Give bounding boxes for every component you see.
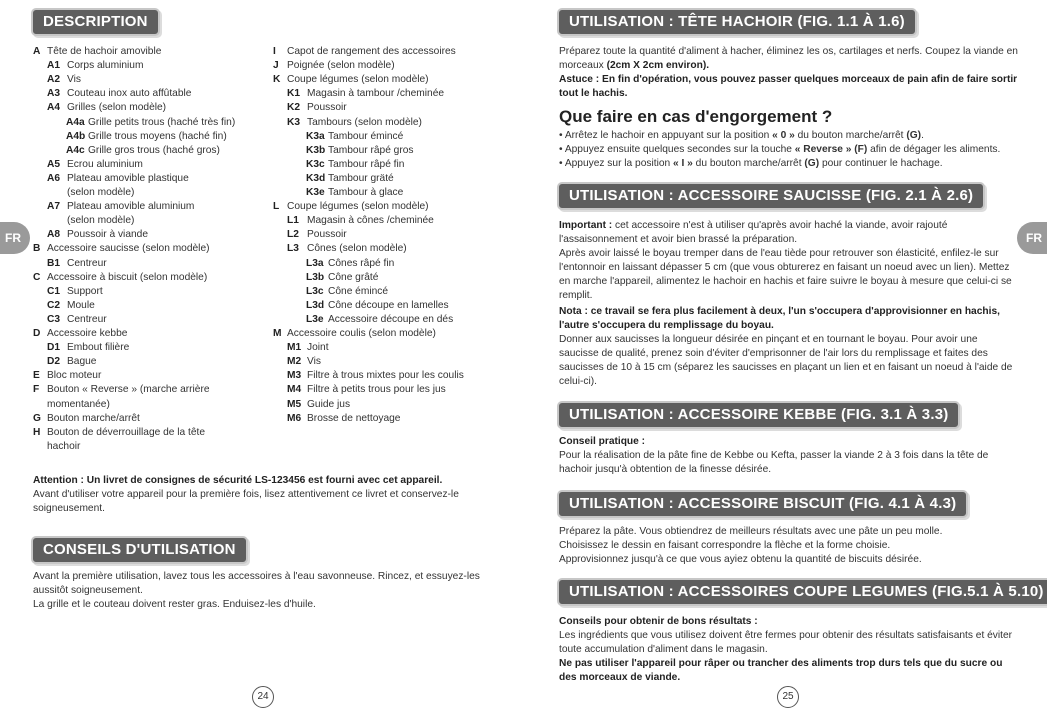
description-item	[306, 271, 378, 285]
item-code: L3c	[306, 285, 324, 297]
item-text: Poussoir	[307, 229, 347, 241]
saucisse-text: Après avoir laissé le boyau tremper dans de l'eau tiède pour retrouver son élasticité, enfilez-le sur l'entonnoir en laissant dépasser 5 cm (que vous obturerez en faisant un noeud avec un lien). Mettez en marche l'appareil, alimentez le hachoir en hachis et faire suivre le boyau à mesure que celui-ci se remplit.	[559, 248, 1012, 301]
coupe-legumes-conseils-label: Conseils pour obtenir de bons résultats :	[559, 616, 758, 627]
section-header-tete-hachoir: UTILISATION : TÊTE HACHOIR (FIG. 1.1 À 1.6)	[557, 8, 917, 36]
description-item	[287, 341, 329, 355]
item-code: A4b	[66, 130, 86, 142]
item-code: M2	[287, 356, 302, 368]
bullet-segment: (G)	[906, 130, 922, 141]
description-item	[273, 59, 395, 73]
description-item	[47, 228, 148, 242]
item-text: Cône découpe en lamelles	[328, 299, 449, 311]
biscuit-line-3: Approvisionnez jusqu'à ce que vous ayiez obtenu la quantité de biscuits désirée.	[559, 554, 922, 565]
item-code: K2	[287, 102, 301, 114]
section-header-coupe-legumes: UTILISATION : ACCESSOIRES COUPE LEGUMES (FIG.5.1 À 5.10)	[557, 578, 1047, 606]
description-item	[47, 200, 194, 214]
item-text: Plateau amovible aluminium	[67, 201, 195, 213]
section-header-kebbe: UTILISATION : ACCESSOIRE KEBBE (FIG. 3.1 À 3.3)	[557, 401, 960, 429]
description-item	[47, 285, 103, 299]
item-code: B	[33, 243, 41, 255]
item-code: D1	[47, 342, 61, 354]
description-item	[47, 341, 129, 355]
engorgement-item	[559, 157, 943, 171]
item-code: L3a	[306, 257, 324, 269]
description-item	[47, 355, 96, 369]
description-item	[47, 313, 107, 327]
description-item	[273, 200, 429, 214]
item-text: Magasin à cônes /cheminée	[307, 215, 434, 227]
item-code: A6	[47, 172, 61, 184]
item-code: J	[273, 60, 279, 72]
item-text: Filtre à petits trous pour les jus	[307, 384, 446, 396]
item-text: Capot de rangement des accessoires	[287, 46, 456, 57]
item-code: A5	[47, 158, 61, 170]
description-item	[66, 116, 235, 130]
item-text: Centreur	[67, 257, 107, 269]
description-item	[33, 440, 80, 454]
item-code: C3	[47, 313, 61, 325]
astuce-text: Astuce : En fin d'opération, vous pouvez passer quelques morceaux de pain afin de faire sortir tout le hachis.	[559, 74, 1018, 99]
conseils-header: CONSEILS D'UTILISATION	[31, 536, 248, 564]
item-text: Bouton de déverrouillage de la tête	[47, 426, 206, 438]
item-code: L3	[287, 243, 299, 255]
description-item	[306, 186, 403, 200]
item-text: (selon modèle)	[67, 215, 135, 227]
description-item	[33, 271, 207, 285]
bullet-segment: (G)	[804, 158, 820, 169]
item-text: Accessoire coulis (selon modèle)	[287, 328, 436, 339]
item-text: Grille gros trous (haché gros)	[88, 144, 220, 156]
language-tab-left: FR	[0, 222, 30, 254]
description-item	[33, 327, 127, 341]
item-code: K3a	[306, 130, 325, 142]
item-code: A2	[47, 74, 61, 86]
saucisse-important: Important : cet accessoire n'est à utiliser qu'après avoir haché la viande, avoir rajouté l'assaisonnement et avoir bien brassé la préparation.	[559, 220, 948, 245]
item-code: M	[273, 328, 282, 339]
description-item	[47, 186, 134, 200]
description-item	[47, 101, 166, 115]
description-item	[287, 369, 464, 383]
description-item	[47, 158, 143, 172]
item-text: Tête de hachoir amovible	[47, 46, 162, 57]
description-item	[47, 214, 134, 228]
description-item	[273, 73, 429, 87]
item-text: Corps aluminium	[67, 60, 144, 72]
description-item	[33, 398, 110, 412]
item-text: Plateau amovible plastique	[67, 172, 189, 184]
item-text: Grille petits trous (haché très fin)	[88, 116, 236, 128]
item-code: M3	[287, 370, 302, 382]
item-text: Vis	[67, 74, 81, 86]
item-text: Bague	[67, 356, 97, 368]
item-text: Grilles (selon modèle)	[67, 102, 167, 114]
kebbe-text: Pour la réalisation de la pâte fine de Kebbe ou Kefta, passer la viande 2 à 3 fois dans la tête de hachoir jusqu'à obtention de la finesse désirée.	[559, 450, 989, 475]
description-item	[306, 130, 403, 144]
item-text: Guide jus	[307, 398, 351, 410]
item-text: Poussoir	[307, 102, 347, 114]
description-item	[47, 73, 81, 87]
item-text: Bouton « Reverse » (marche arrière	[47, 384, 210, 396]
description-item	[306, 257, 394, 271]
description-item	[33, 369, 101, 383]
tete-hachoir-text: Préparez toute la quantité d'aliment à hacher, éliminez les os, cartilages et nerfs. Coupez la viande en morceaux (2cm X 2cm environ).	[559, 46, 1018, 71]
item-text: Moule	[67, 299, 95, 311]
item-code: G	[33, 412, 41, 424]
item-text: Coupe légumes (selon modèle)	[287, 74, 429, 86]
section-header-biscuit: UTILISATION : ACCESSOIRE BISCUIT (FIG. 4.1 À 4.3)	[557, 490, 968, 518]
item-code: I	[273, 46, 276, 57]
item-code: K3d	[306, 172, 326, 184]
right-page	[523, 0, 1047, 709]
description-item	[287, 398, 350, 412]
description-item	[287, 214, 434, 228]
attention-notice: Attention : Un livret de consignes de sécurité LS-123456 est fourni avec cet appareil.	[33, 475, 443, 486]
description-item	[287, 116, 422, 130]
bullet-segment: • Appuyez ensuite quelques secondes sur la touche	[559, 144, 795, 155]
item-code: C	[33, 271, 41, 283]
item-text: hachoir	[47, 440, 81, 452]
conseils-text-2: La grille et le couteau doivent rester gras. Enduisez-les d'huile.	[33, 599, 316, 610]
description-item	[33, 412, 140, 426]
item-text: Tambour à glace	[328, 187, 404, 198]
description-item	[287, 412, 400, 426]
item-code: E	[33, 370, 40, 382]
item-text: Accessoire découpe en dés	[328, 313, 454, 325]
description-item	[306, 172, 394, 186]
item-text: Grille trous moyens (haché fin)	[88, 130, 227, 142]
item-text: momentanée)	[47, 398, 110, 410]
item-code: M6	[287, 412, 302, 424]
item-text: Accessoire à biscuit (selon modèle)	[47, 271, 208, 283]
saucisse-nota: Nota : ce travail se fera plus facilement à deux, l'un s'occupera d'approvisionner en hachis, l'autre s'occupera du remplissage du boyau.	[559, 306, 1000, 331]
item-code: A3	[47, 88, 61, 100]
section-header-saucisse: UTILISATION : ACCESSOIRE SAUCISSE (FIG. 2.1 À 2.6)	[557, 182, 985, 210]
description-item	[33, 383, 210, 397]
biscuit-line-2: Choisissez le dessin en faisant correspondre la flèche et la forme choisie.	[559, 540, 891, 551]
description-item	[306, 299, 449, 313]
description-item	[47, 257, 107, 271]
item-code: A4a	[66, 116, 85, 128]
page-number-left: 24	[252, 686, 274, 708]
coupe-legumes-warning: Ne pas utiliser l'appareil pour râper ou trancher des aliments trop durs tels que du sucre ou des morceaux de viande.	[559, 658, 1003, 683]
description-item	[287, 242, 407, 256]
page-number-right: 25	[777, 686, 799, 708]
item-text: Poignée (selon modèle)	[287, 60, 395, 72]
engorgement-title: Que faire en cas d'engorgement ?	[559, 107, 833, 126]
item-code: D	[33, 328, 41, 339]
saucisse-text-2: Donner aux saucisses la longueur désirée en pinçant et en tournant le boyau. Pour avoir une saucisse de qualité, prenez soin d'éviter d'emprisonner de l'air lors du remplissage et faites des saucisses de 10 à 15 cm (séparez les saucisses en plaçant un lien et en faisant un noeud à l'aide de celui-ci).	[559, 334, 1013, 387]
item-text: Bloc moteur	[47, 370, 102, 382]
bullet-segment: du bouton marche/arrêt	[692, 158, 805, 169]
item-code: B1	[47, 257, 61, 269]
item-text: Tambour gräté	[328, 172, 394, 184]
item-text: Cônes râpé fin	[328, 257, 395, 269]
item-text: Cône grâté	[328, 271, 379, 283]
left-page	[0, 0, 523, 709]
description-item	[47, 299, 95, 313]
bullet-segment: .	[921, 130, 924, 141]
item-code: A8	[47, 229, 61, 241]
description-item	[306, 158, 404, 172]
description-item	[306, 285, 388, 299]
item-text: Accessoire kebbe	[47, 328, 128, 339]
item-text: Coupe légumes (selon modèle)	[287, 201, 429, 213]
bullet-segment: « 0 »	[772, 130, 795, 141]
item-code: L3e	[306, 313, 324, 325]
item-code: L3b	[306, 271, 325, 283]
engorgement-item	[559, 143, 1000, 157]
description-header: DESCRIPTION	[31, 8, 160, 36]
item-text: Support	[67, 285, 103, 297]
item-code: C1	[47, 285, 61, 297]
bullet-segment: du bouton marche/arrêt	[794, 130, 907, 141]
description-item	[47, 172, 189, 186]
item-code: M4	[287, 384, 302, 396]
item-code: K3c	[306, 158, 325, 170]
description-item	[287, 228, 347, 242]
description-item	[47, 87, 191, 101]
description-item	[287, 355, 321, 369]
item-code: A1	[47, 60, 61, 72]
item-code: K3b	[306, 144, 326, 156]
item-text: Centreur	[67, 313, 107, 325]
description-item	[47, 59, 143, 73]
description-item	[33, 426, 205, 440]
description-item	[287, 383, 446, 397]
description-item	[33, 242, 210, 256]
item-text: Bouton marche/arrêt	[47, 412, 140, 424]
bullet-segment: • Appuyez sur la position	[559, 158, 673, 169]
description-item	[287, 87, 444, 101]
coupe-legumes-text: Les ingrédients que vous utilisez doivent être fermes pour obtenir des résultats satisfaisants et éviter toute accumulation d'aliment dans le magasin.	[559, 630, 1013, 655]
item-text: Tambour râpé fin	[328, 158, 405, 170]
description-item	[273, 327, 436, 341]
description-item	[287, 101, 347, 115]
item-text: Tambour râpé gros	[328, 144, 414, 156]
conseils-text-1: Avant la première utilisation, lavez tous les accessoires à l'eau savonneuse. Rincez, et essuyez-les aussitôt soigneusement.	[33, 571, 480, 596]
description-item	[66, 130, 227, 144]
description-item	[273, 45, 456, 59]
item-text: Brosse de nettoyage	[307, 412, 401, 424]
bullet-segment: « I »	[673, 158, 693, 169]
bullet-segment: • Arrêtez le hachoir en appuyant sur la position	[559, 130, 773, 141]
engorgement-item	[559, 129, 924, 143]
item-code: K3	[287, 116, 301, 128]
item-code: L3d	[306, 299, 325, 311]
item-text: Cônes (selon modèle)	[307, 243, 407, 255]
item-code: A	[33, 46, 41, 57]
item-text: Tambour émincé	[328, 130, 404, 142]
item-text: Poussoir à viande	[67, 229, 148, 241]
item-text: Couteau inox auto affûtable	[67, 88, 192, 100]
item-code: C2	[47, 299, 61, 311]
language-tab-right: FR	[1017, 222, 1047, 254]
item-code: K3e	[306, 187, 325, 198]
description-item	[33, 45, 161, 59]
kebbe-conseil-label: Conseil pratique :	[559, 436, 646, 447]
item-text: Accessoire saucisse (selon modèle)	[47, 243, 210, 255]
item-text: Tambours (selon modèle)	[307, 116, 422, 128]
item-code: A4	[47, 102, 61, 114]
item-text: Cône émincé	[328, 285, 389, 297]
item-text: Filtre à trous mixtes pour les coulis	[307, 370, 464, 382]
bullet-segment: « Reverse » (F)	[794, 144, 868, 155]
description-item	[66, 144, 220, 158]
item-code: M5	[287, 398, 302, 410]
item-code: K	[273, 74, 281, 86]
item-code: H	[33, 426, 41, 438]
item-code: A4c	[66, 144, 85, 156]
item-code: A7	[47, 201, 61, 213]
item-code: D2	[47, 356, 61, 368]
item-text: Ecrou aluminium	[67, 158, 143, 170]
item-text: Vis	[307, 356, 321, 368]
item-code: F	[33, 384, 40, 396]
item-code: L1	[287, 215, 299, 227]
description-item	[306, 144, 414, 158]
item-text: Magasin à tambour /cheminée	[307, 88, 445, 100]
attention-text: Avant d'utiliser votre appareil pour la première fois, lisez attentivement ce livret et conservez-le soigneusement.	[33, 489, 459, 514]
item-code: K1	[287, 88, 301, 100]
description-item	[306, 313, 453, 327]
item-text: (selon modèle)	[67, 187, 135, 198]
item-code: L2	[287, 229, 299, 241]
item-code: M1	[287, 342, 302, 354]
biscuit-line-1: Préparez la pâte. Vous obtiendrez de meilleurs résultats avec une pâte un peu molle.	[559, 526, 943, 537]
item-code: L	[273, 201, 280, 213]
item-text: Joint	[307, 342, 329, 354]
item-text: Embout filière	[67, 342, 130, 354]
bullet-segment: pour continuer le hachage.	[819, 158, 943, 169]
bullet-segment: afin de dégager les aliments.	[867, 144, 1001, 155]
